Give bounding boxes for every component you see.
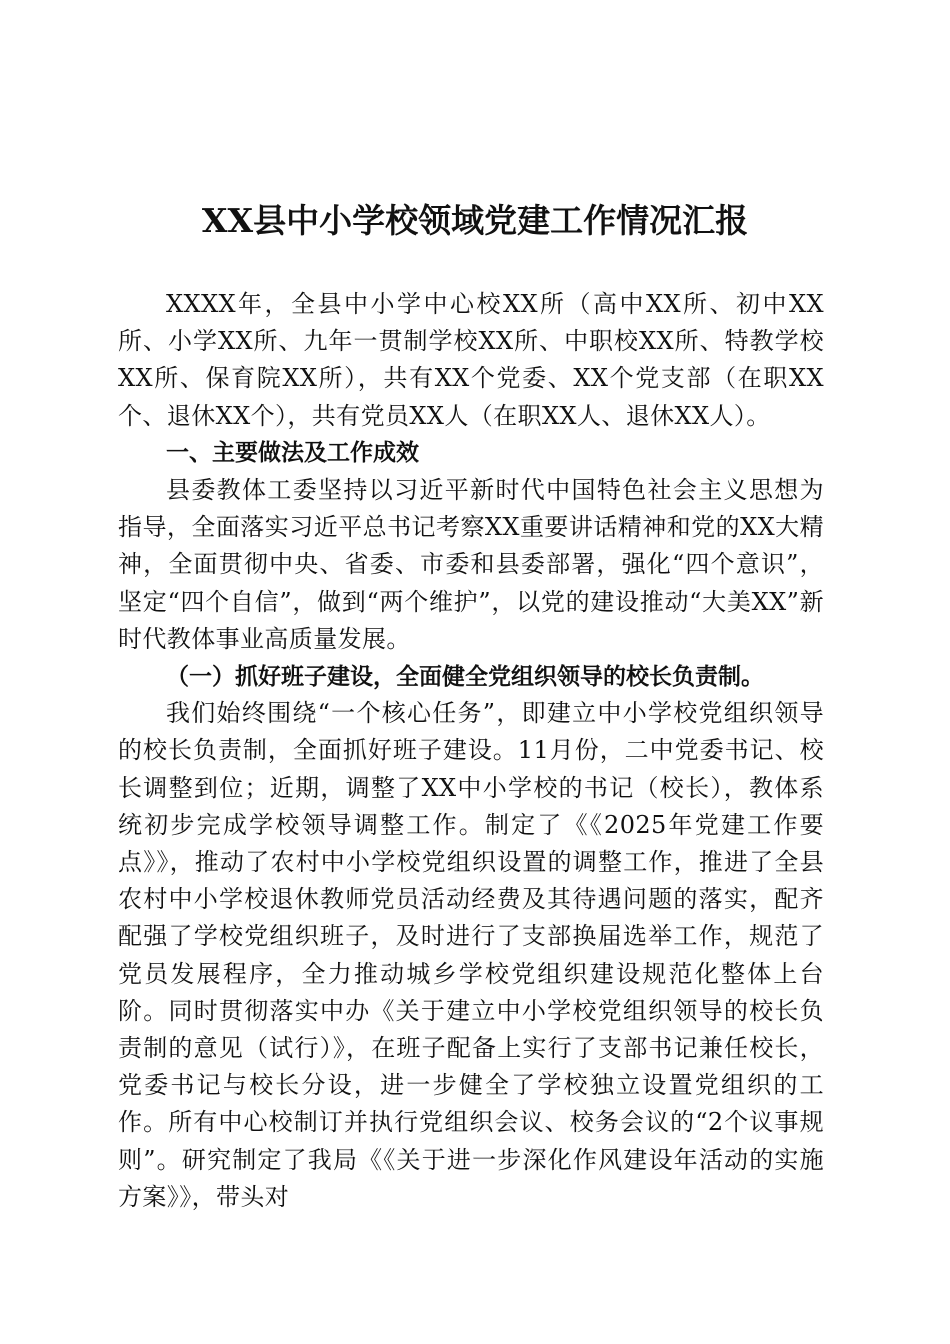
- body-paragraph-3: 我们始终围绕“一个核心任务”，即建立中小学校党组织领导的校长负责制，全面抓好班子建设。11月份，二中党委书记、校长调整到位；近期，调整了XX中小学校的书记（校长），教体系统初步完成学校领导调整工作。制定了《《2025年党建工作要点》》，推动了农村中小学校党组织设置的调整工作，推进了全县农村中小学校退休教师党员活动经费及其待遇问题的落实，配齐配强了学校党组织班子，及时进行了支部换届选举工作，规范了党员发展程序，全力推动城乡学校党组织建设规范化整体上台阶。同时贯彻落实中办《关于建立中小学校党组织领导的校长负责制的意见（试行）》，在班子配备上实行了支部书记兼任校长，党委书记与校长分设，进一步健全了学校独立设置党组织的工作。所有中心校制订并执行党组织会议、校务会议的“2个议事规则”。研究制定了我局《《关于进一步深化作风建设年活动的实施方案》》，带头对: [118, 699, 824, 1211]
- document-body: [118, 286, 824, 1216]
- subsection-heading-1: （一）抓好班子建设，全面健全党组织领导的校长负责制。: [166, 663, 764, 691]
- body-paragraph-2: 县委教体工委坚持以习近平新时代中国特色社会主义思想为指导，全面落实习近平总书记考察XX重要讲话精神和党的XX大精神，全面贯彻中央、省委、市委和县委部署，强化“四个意识”，坚定“四个自信”，做到“两个维护”，以党的建设推动“大美XX”新时代教体事业高质量发展。: [118, 476, 824, 653]
- document-title: XX县中小学校领域党建工作情况汇报: [201, 201, 749, 240]
- intro-paragraph: XXXX年，全县中小学中心校XX所（高中XX所、初中XX所、小学XX所、九年一贯制学校XX所、中职校XX所、特教学校XX所、保育院XX所），共有XX个党委、XX个党支部（在职XX个、退休XX个），共有党员XX人（在职XX人、退休XX人）。: [118, 290, 824, 430]
- section-heading-1: 一、主要做法及工作成效: [166, 439, 419, 466]
